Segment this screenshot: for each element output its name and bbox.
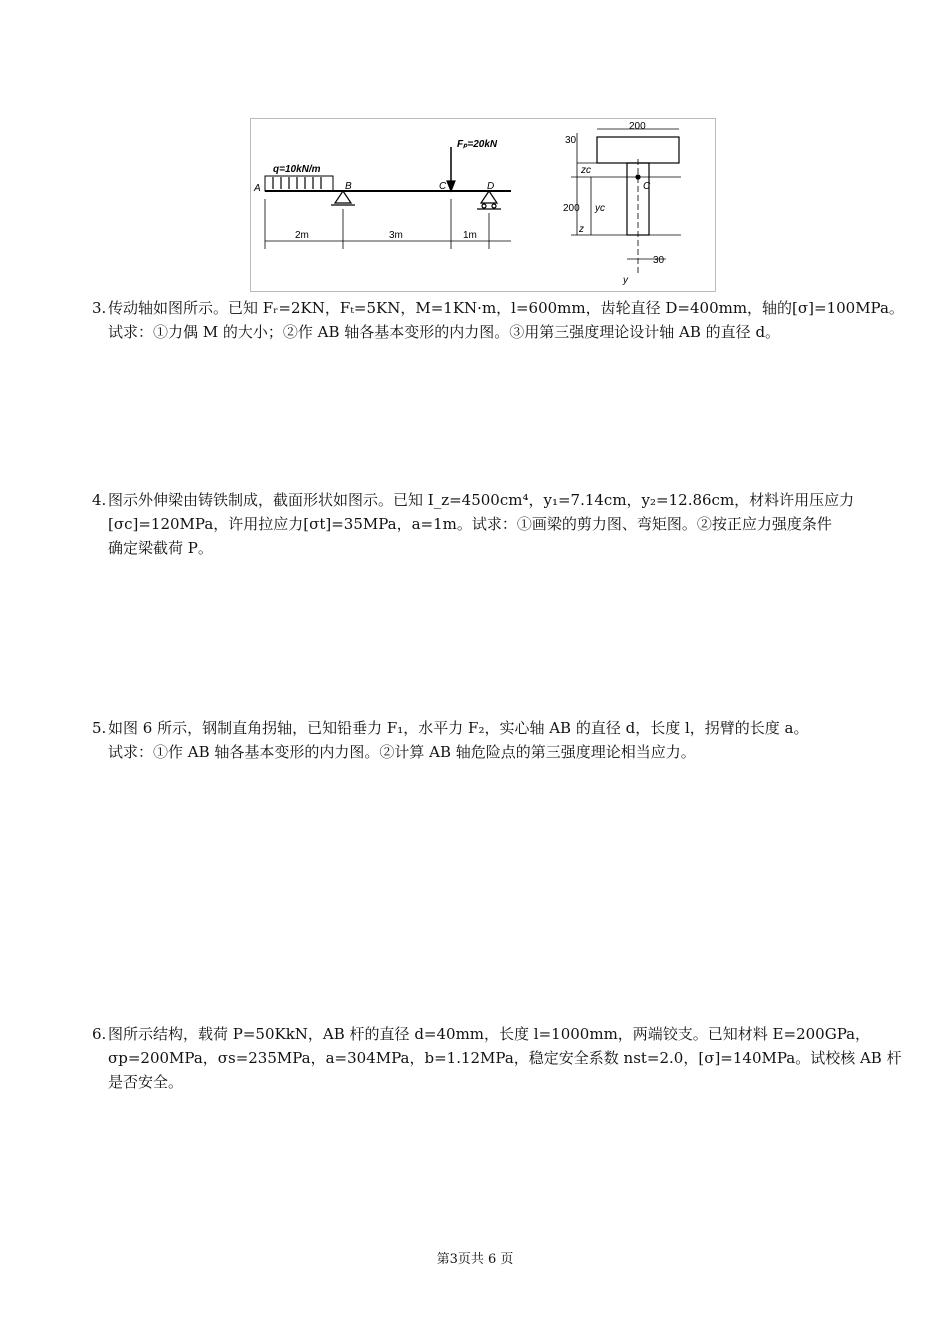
z-label: z	[579, 224, 584, 235]
question-4	[92, 488, 862, 560]
point-label-c: C	[439, 181, 447, 192]
question-6	[92, 1022, 902, 1094]
page-footer: 第3页共 6 页	[436, 1252, 514, 1267]
question-5-line-1: 5. 如图 6 所示，钢制直角拐轴，已知铅垂力 F₁，水平力 F₂，实心轴 AB 的直径 d，长度 l，拐臂的长度 a。	[92, 716, 862, 740]
yc-label: yᴄ	[595, 203, 605, 214]
span-label-2: 3m	[389, 230, 403, 241]
support-d	[481, 191, 497, 203]
problem-figure	[250, 118, 716, 292]
t-section-diagram	[571, 129, 681, 274]
question-number: 4.	[92, 491, 107, 509]
load-label: q=10kN/m	[273, 164, 321, 175]
question-6-line-2: σp=200MPa，σs=235MPa，a=304MPa，b=1.12MPa，稳定安全系数 nst=2.0，[σ]=140MPa。试校核 AB 杆	[108, 1049, 902, 1067]
web-thickness-label: 30	[653, 255, 665, 266]
support-b	[335, 191, 351, 203]
question-3	[92, 296, 904, 344]
question-5-line-2: 试求：①作 AB 轴各基本变形的内力图。②计算 AB 轴危险点的第三强度理论相当应力。	[108, 743, 696, 761]
span-label-1: 2m	[295, 230, 309, 241]
span-label-3: 1m	[463, 230, 477, 241]
beam-and-section-diagram	[251, 119, 715, 291]
question-4-line-1: 4. 图示外伸梁由铸铁制成，截面形状如图示。已知 I_z=4500cm⁴，y₁=7.14cm，y₂=12.86cm，材料许用压应力	[92, 488, 862, 512]
question-3-line-1: 3. 传动轴如图所示。已知 Fᵣ=2KN，Fₜ=5KN，M=1KN·m，l=600mm，齿轮直径 D=400mm，轴的[σ]=100MPa。	[92, 296, 862, 320]
point-label-d: D	[487, 181, 495, 192]
force-label: Fₚ=20kN	[457, 139, 498, 150]
flange-width-label: 200	[629, 121, 646, 132]
force-arrowhead	[447, 181, 455, 191]
question-4-line-2: [σc]=120MPa，许用拉应力[σt]=35MPa，a=1m。试求：①画梁的剪力图、弯矩图。②按正应力强度条件	[108, 515, 832, 533]
point-label-a: A	[254, 183, 261, 194]
question-6-line-1: 6. 图所示结构，载荷 P=50KkN，AB 杆的直径 d=40mm，长度 l=1000mm，两端铰支。已知材料 E=200GPa，	[92, 1022, 862, 1046]
distributed-load-box	[265, 176, 333, 191]
question-6-line-3: 是否安全。	[108, 1073, 184, 1091]
height-label: 200	[563, 203, 580, 214]
question-3-line-2: 试求：①力偶 M 的大小；②作 AB 轴各基本变形的内力图。③用第三强度理论设计轴 AB 的直径 d。	[108, 323, 781, 341]
question-number: 6.	[92, 1025, 107, 1043]
point-label-b: B	[345, 181, 352, 192]
y-label: y	[623, 275, 628, 286]
question-number: 5.	[92, 719, 107, 737]
question-4-line-3: 确定梁截荷 P。	[108, 539, 213, 557]
c-label: C	[643, 181, 651, 192]
question-number: 3.	[92, 299, 107, 317]
zc-label: zᴄ	[581, 165, 591, 176]
flange-thickness-label: 30	[565, 135, 577, 146]
question-5	[92, 716, 862, 764]
